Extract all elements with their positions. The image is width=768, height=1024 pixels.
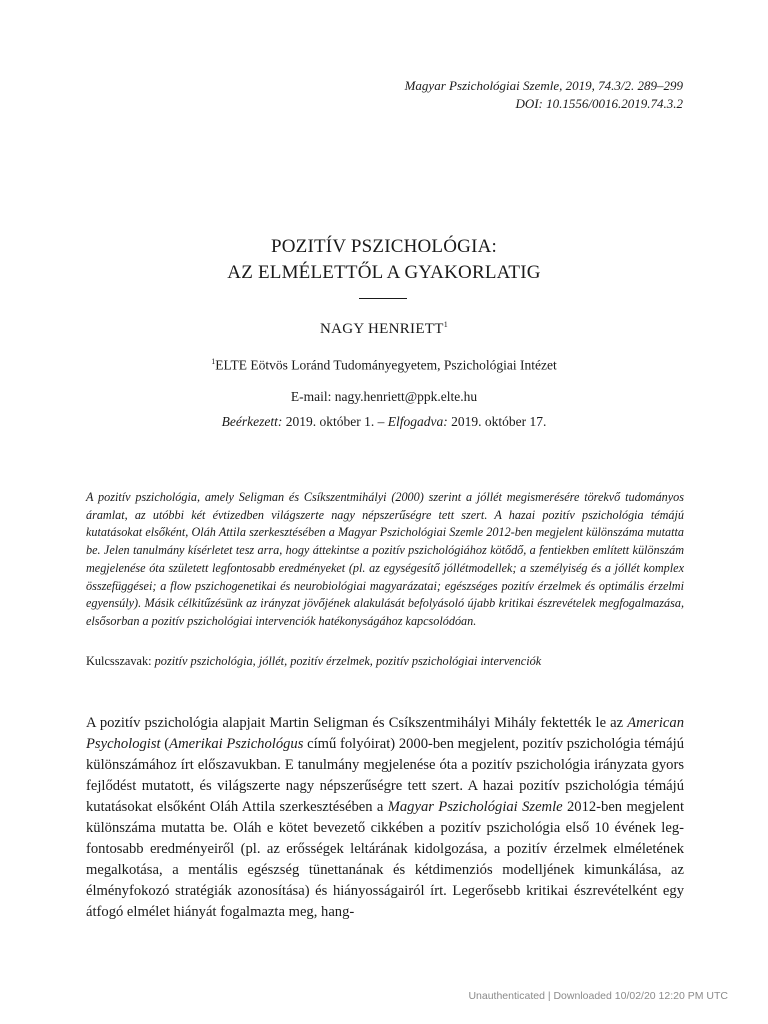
article-dates	[0, 414, 768, 430]
author-line	[0, 320, 768, 338]
body-text-1: A pozitív pszichológia alapjait Martin Seligman és Csíkszentmihályi Mihály fektették le az	[86, 715, 628, 731]
author-name: NAGY HENRIETT	[319, 321, 444, 337]
body-text-3: című folyóirat) 2000-ben megjelent, pozitív pszichológia témájú különszámához írt előszavukban. E tanulmány megjelenése óta a pozitív pszichológia irányzata gyors fejlődést mutatott, és világszerte nagy népszerűségre tett szert. A hazai pozitív pszichológia témájú kutatásokat elsőként Oláh Attila szerkesztésében a	[86, 736, 684, 815]
body-italic-1: American Psychologist	[86, 715, 684, 752]
body-text-2: (	[160, 736, 170, 752]
article-title-line-2: AZ ELMÉLETTŐL A GYAKORLATIG	[227, 262, 541, 283]
keywords-values: pozitív pszichológia, jóllét, pozitív érzelmek, pozitív pszichológiai intervenciók	[154, 654, 542, 668]
title-divider	[359, 298, 407, 299]
received-label: Beérkezett:	[221, 414, 283, 429]
article-title-line-1: POZITÍV PSZICHOLÓGIA:	[270, 236, 498, 257]
affiliation	[0, 357, 768, 374]
keywords	[86, 654, 686, 669]
affiliation-marker: 1	[211, 357, 216, 366]
body-italic-2: Amerikai Pszichológus	[169, 736, 304, 752]
journal-citation: Magyar Pszichológiai Szemle, 2019, 74.3/2. 289–299	[404, 78, 683, 93]
accepted-date: 2019. október 17.	[447, 414, 547, 429]
body-text-4: 2012-ben megjelent különszáma mutatta be. Oláh e kötet bevezető cikkében a pozitív pszichológia első 10 évének legfontosabb eredményeiről (pl. az erősségek leltárának kidolgozása, a pozitív érzelmek elméletének megalkotása, a mentális egészség tünettanának és kétdimenziós modelljének kimunkálása, az élményfokozó stratégiák azonosítása) és hiányosságairól írt. Legerősebb kritikai észrevételként egy átfogó elmélet hiányát fogalmazta meg, hang-	[86, 799, 685, 920]
body-italic-3: Magyar Pszichológiai Szemle	[387, 799, 563, 815]
affiliation-text: ELTE Eötvös Loránd Tudományegyetem, Pszichológiai Intézet	[215, 357, 557, 373]
accepted-label: Elfogadva:	[387, 414, 448, 429]
download-footer: Unauthenticated | Downloaded 10/02/20 12:20 PM UTC	[468, 990, 728, 1002]
abstract: A pozitív pszichológia, amely Seligman és Csíkszentmihályi (2000) szerint a jóllét megismerésére törekvő tudományos áramlat, az utóbbi két évtizedben világszerte nagy népszerűségre tett szert. A hazai pozitív pszichológia témájú kutatásokat elsőként, Oláh Attila szerkesztésében a Magyar Pszichológiai Szemle 2012-ben megjelent különszáma mutatta be. Jelen tanulmány kísérletet tesz arra, hogy áttekintse a pozitív pszichológiához kötődő, a fentiekben említett különszám megjelenése óta született legfontosabb eredményeket (pl. az egységesítő jóllétmodellek; a személyiség és a jóllét komplex összefüggései; a flow pszichogenetikai és neurobiológiai magyarázatai; egészséges pozitív érzelmek és optimális érzelmi egyensúly). Másik célkitűzésünk az irányzat jövőjének alakulását befolyásoló újabb kritikai észrevételek megfogalmazása, elsősorban a pozitív pszichológiai intervenciók hatékonyságához kapcsolódóan.	[86, 490, 684, 628]
keywords-label: Kulcsszavak:	[86, 654, 155, 668]
doi-line: DOI: 10.1556/0016.2019.74.3.2	[515, 96, 683, 111]
author-email[interactable]: E-mail: nagy.henriett@ppk.elte.hu	[290, 389, 478, 404]
received-date: 2019. október 1. –	[282, 414, 388, 429]
author-affiliation-marker: 1	[443, 320, 449, 329]
body-paragraph	[86, 713, 684, 923]
